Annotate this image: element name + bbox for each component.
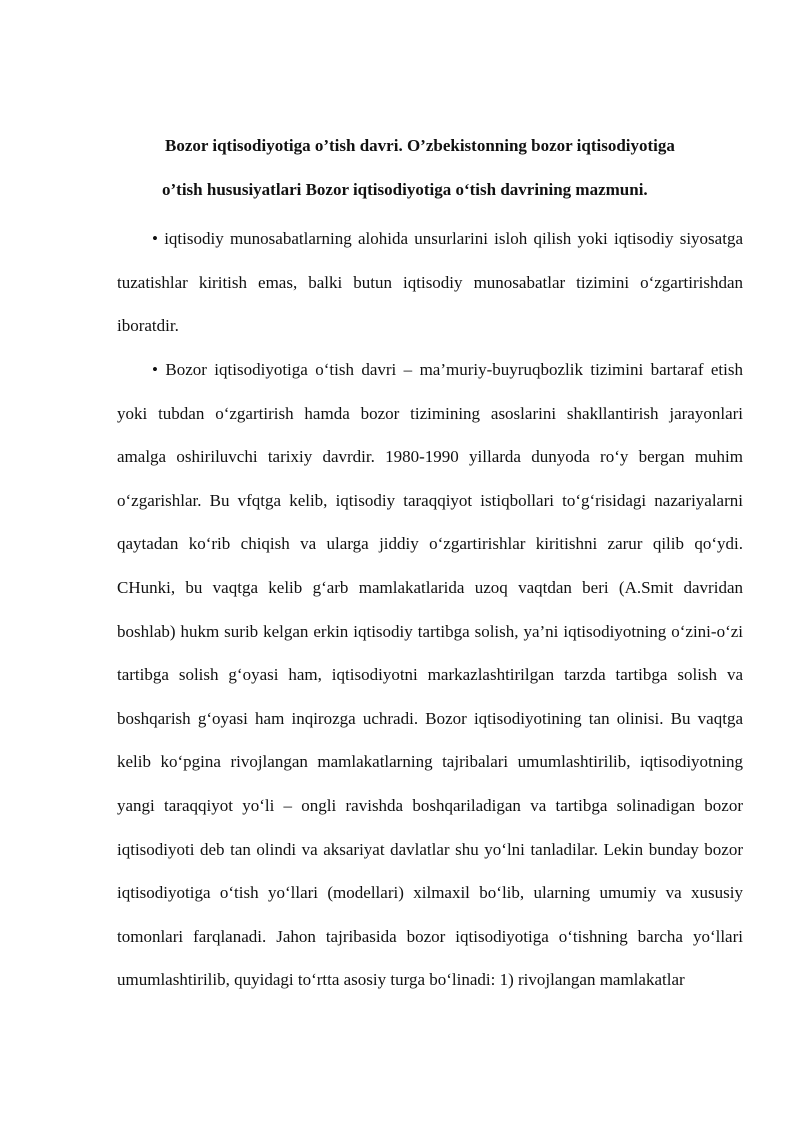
paragraph-2: • Bozor iqtisodiyotiga o‘tish davri – ma’muriy-buyruqbozlik tizimini bartaraf etish yoki tubdan o‘zgartirish hamda bozor tizimining asoslarini shakllantirish jarayonlari amalga oshiriluvchi tarixiy davrdir. 1980-1990 yillarda dunyoda ro‘y bergan muhim o‘zgarishlar. Bu vfqtga kelib, iqtisodiy taraqqiyot istiqbollari to‘g‘risidagi nazariyalarni qaytadan ko‘rib chiqish va ularga jiddiy o‘zgartirishlar kiritishni zarur qilib qo‘ydi. CHunki, bu vaqtga kelib g‘arb mamlakatlarida uzoq vaqtdan beri (A.Smit davridan boshlab) hukm surib kelgan erkin iqtisodiy tartibga solish, ya’ni iqtisodiyotning o‘zini-o‘zi tartibga solish g‘oyasi ham, iqtisodiyotni markazlashtirilgan tarzda tartibga solish va boshqarish g‘oyasi ham inqirozga uchradi. Bozor iqtisodiyotining tan olinisi. Bu vaqtga kelib ko‘pgina rivojlangan mamlakatlarning tajribalari umumlashtirilib, iqtisodiyotning yangi taraqqiyot yo‘li – ongli ravishda boshqariladigan va tartibga solinadigan bozor iqtisodiyoti deb tan olindi va aksariyat davlatlar shu yo‘lni tanladilar. Lekin bunday bozor iqtisodiyotiga o‘tish yo‘llari (modellari) xilmaxil bo‘lib, ularning umumiy va xususiy tomonlari farqlanadi. Jahon tajribasida bozor iqtisodiyotiga o‘tishning barcha yo‘llari umumlashtirilib, quyidagi to‘rtta asosiy turga bo‘linadi: 1) rivojlangan mamlakatlar [117,360,743,990]
title-line-2: o’tish hususiyatlari Bozor iqtisodiyotiga o‘tish davrining mazmuni. [162,180,648,199]
title-line-1: Bozor iqtisodiyotiga o’tish davri. O’zbekistonning bozor iqtisodiyotiga [165,136,675,155]
document-title [120,124,760,212]
paragraph-1: • iqtisodiy munosabatlarning alohida unsurlarini isloh qilish yoki iqtisodiy siyosatga tuzatishlar kiritish emas, balki butun iqtisodiy munosabatlar tizimini o‘zgartirishdan iboratdir. [117,229,743,336]
